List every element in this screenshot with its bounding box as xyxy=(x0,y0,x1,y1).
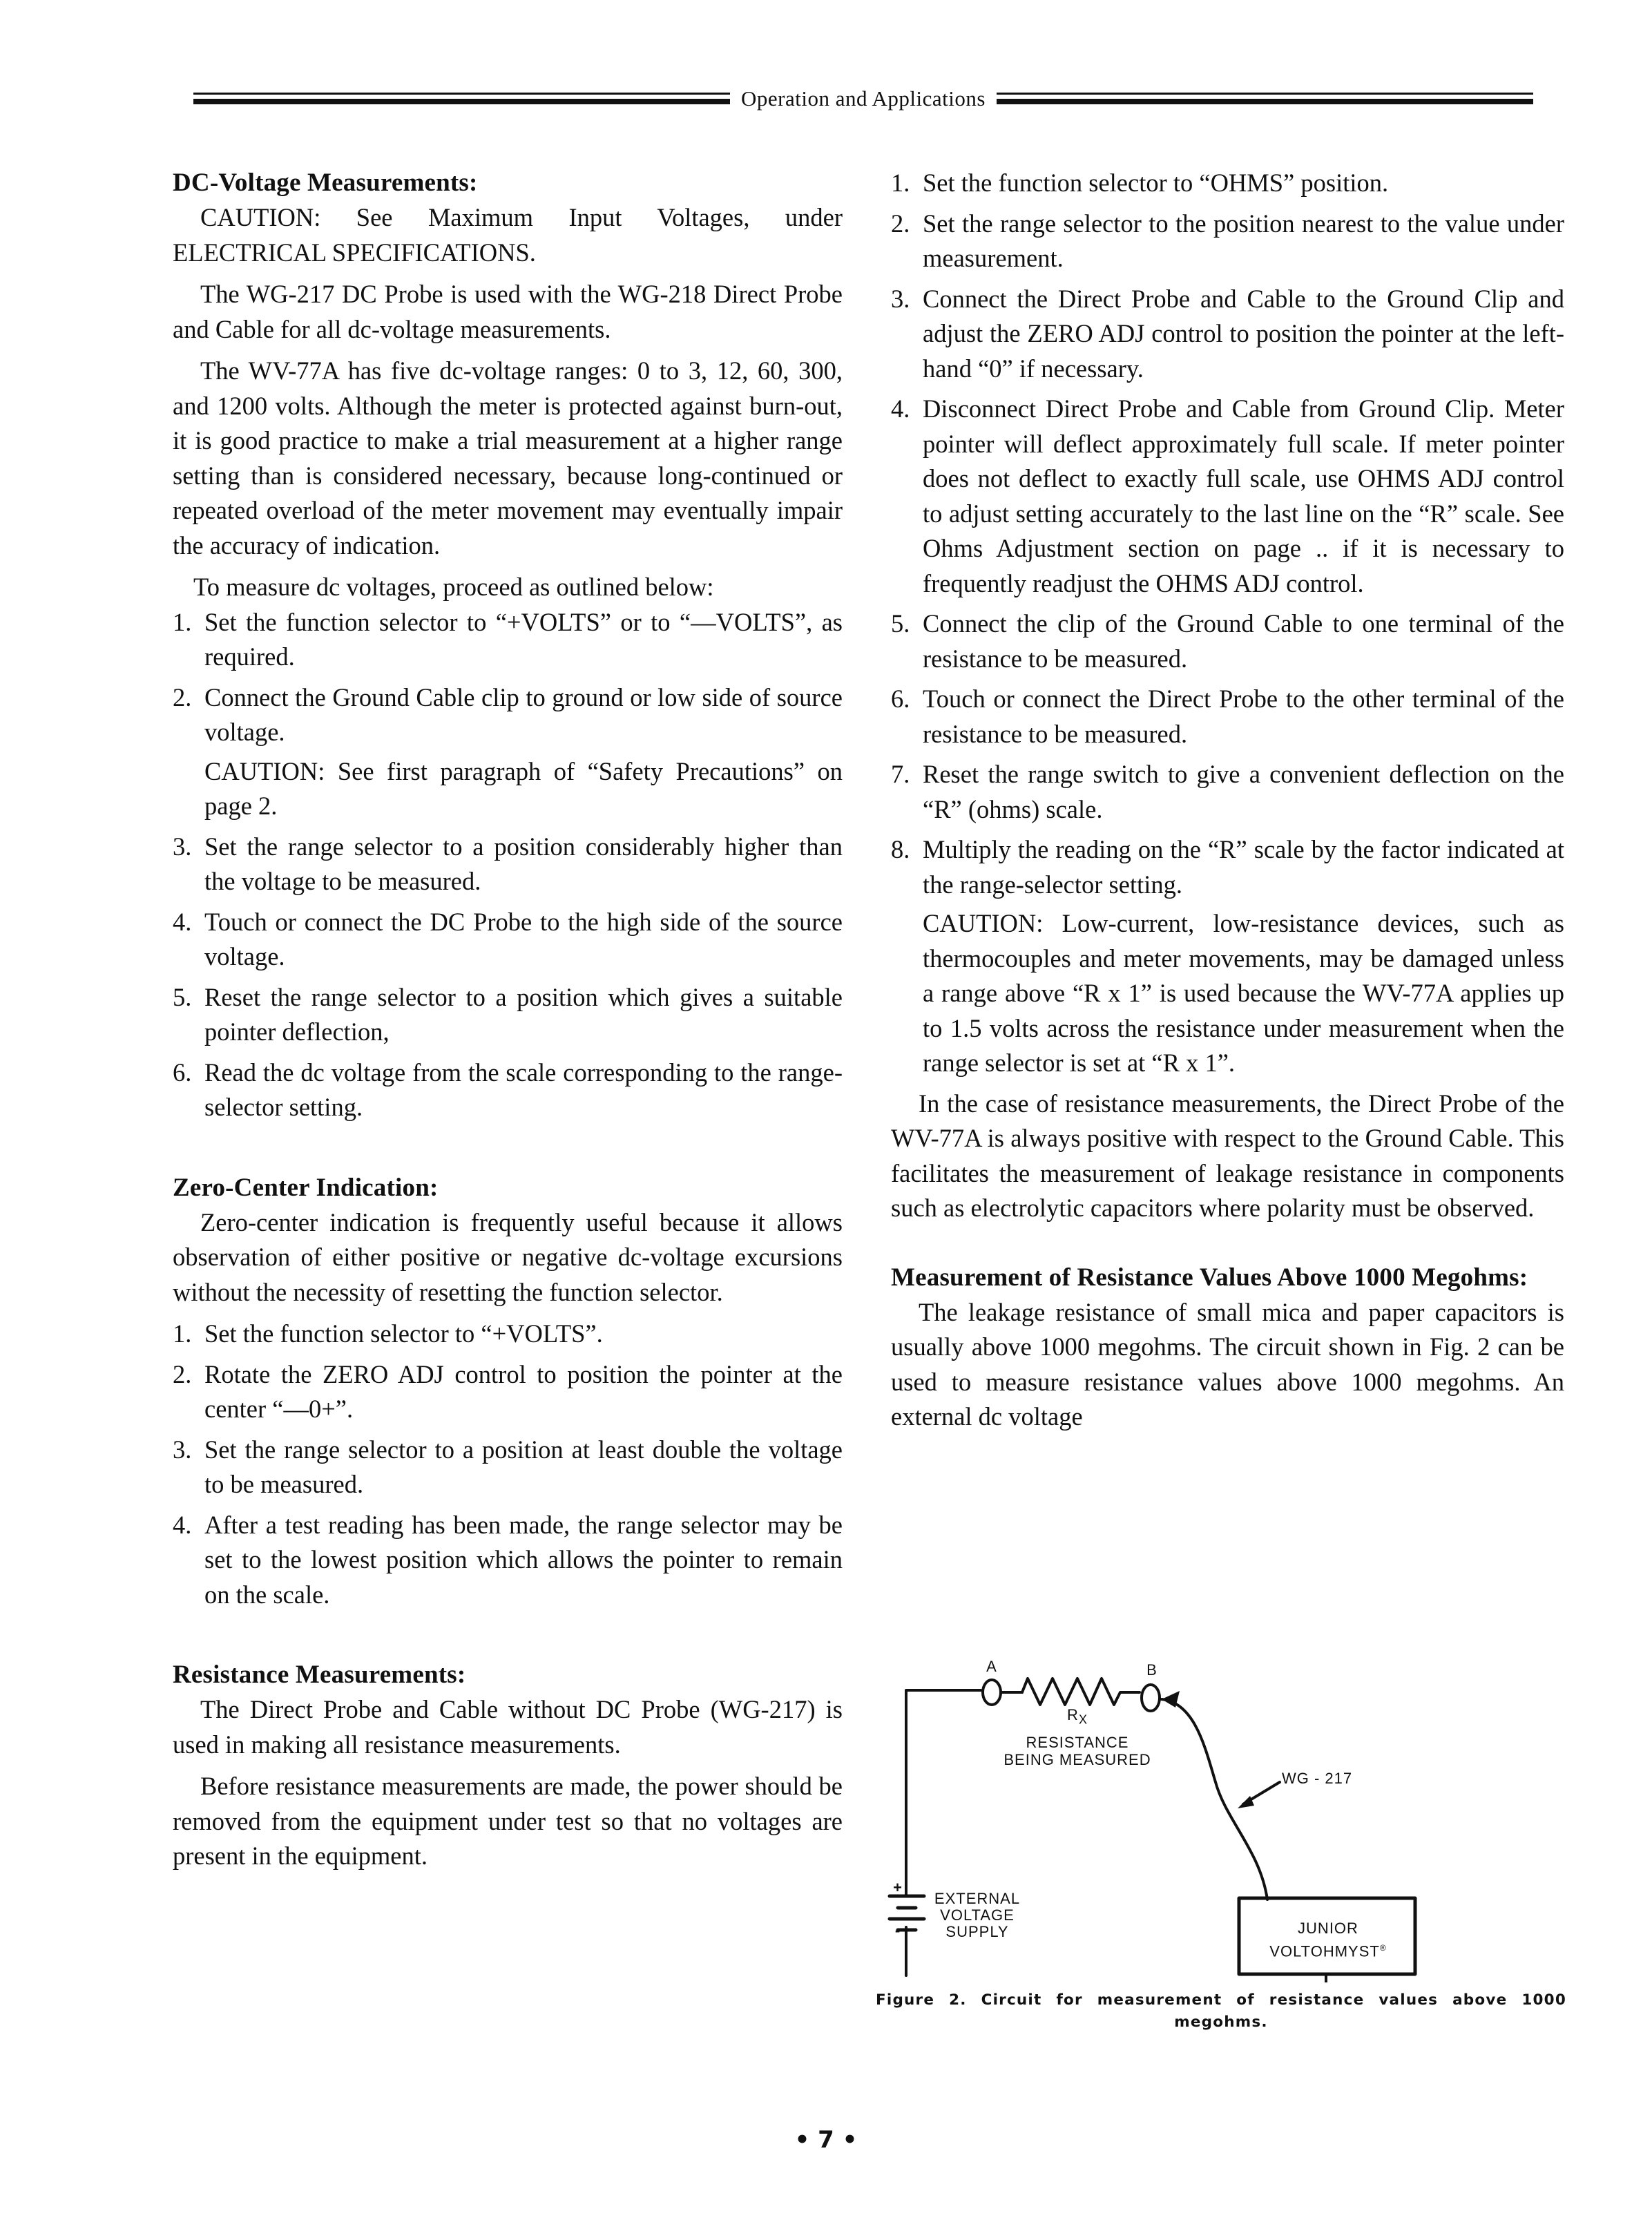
step-text: Touch or connect the DC Probe to the high side of the source voltage. xyxy=(204,907,843,970)
step-text: Set the range selector to the position nearest to the value under measurement. xyxy=(923,209,1564,272)
paragraph: In the case of resistance measurements, the Direct Probe of the WV-77A is always positive with respect to the Ground Cable. This facilitates the measurement of leakage resistance in components such as electrolytic capacitors where polarity must be observed. xyxy=(891,1089,1564,1222)
paragraph: The WV-77A has five dc-voltage ranges: 0 to 3, 12, 60, 300, and 1200 volts. Although the meter is protected against burn-out, it is good practice to make a trial measurement at a higher range setting than is considered necessary, because long-continued or repeated overload of the meter movement may eventually impair the accuracy of indication. xyxy=(173,356,843,560)
node-b-label: B xyxy=(1146,1661,1158,1678)
step-text: Touch or connect the Direct Probe to the other terminal of the resistance to be measured. xyxy=(923,685,1564,748)
section-heading: Resistance Measurements: xyxy=(173,1661,466,1689)
step-number: 6. xyxy=(891,685,910,713)
step-number: 4. xyxy=(173,907,192,936)
running-header xyxy=(193,82,1533,116)
list-item xyxy=(173,1317,843,1352)
list-item xyxy=(891,682,1564,752)
rx-label-line: BEING MEASURED xyxy=(1003,1751,1151,1768)
step-number: 8. xyxy=(891,835,910,863)
paragraph: The WG-217 DC Probe is used with the WG-218 Direct Probe and Cable for all dc-voltage measurements. xyxy=(173,280,843,343)
list-item xyxy=(891,392,1564,601)
supply-plus-label: + xyxy=(893,1879,903,1896)
list-item xyxy=(891,832,1564,1081)
list-item xyxy=(173,830,843,899)
step-text: Set the function selector to “+VOLTS” or to “—VOLTS”, as required. xyxy=(204,607,843,671)
intro-text: To measure dc voltages, proceed as outlined below: xyxy=(193,573,714,601)
node-a-label: A xyxy=(986,1658,997,1675)
running-title: Operation and Applications xyxy=(741,86,986,111)
dc-voltage-steps xyxy=(173,605,843,1125)
rx-letter: R xyxy=(1067,1706,1079,1723)
section-heading: Zero-Center Indication: xyxy=(173,1173,439,1202)
step-text: Set the range selector to a position at least double the voltage to be measured. xyxy=(204,1435,843,1498)
header-rule-left xyxy=(193,91,730,106)
list-item xyxy=(173,1357,843,1427)
left-column xyxy=(173,166,843,1881)
step-number: 4. xyxy=(891,394,910,423)
paragraph: The Direct Probe and Cable without DC Probe (WG-217) is used in making all resistance measurements. xyxy=(173,1695,843,1759)
step-number: 5. xyxy=(173,982,192,1011)
step-number: 6. xyxy=(173,1058,192,1087)
section-heading: DC-Voltage Measurements: xyxy=(173,169,478,197)
step-text: Disconnect Direct Probe and Cable from Ground Clip. Meter pointer will deflect approximately full scale. If meter pointer does not deflect to exactly full scale, use OHMS ADJ control to adjust setting accurately to the last line on the “R” scale. See Ohms Adjustment section on page .. if it is necessary to frequently readjust the OHMS ADJ control. xyxy=(923,394,1564,597)
page-number: • 7 • xyxy=(794,2126,858,2154)
list-item xyxy=(891,282,1564,387)
step-text: Reset the range selector to a position which gives a suitable pointer deflection, xyxy=(204,982,843,1046)
step-number: 2. xyxy=(173,682,192,711)
step-number: 5. xyxy=(891,609,910,638)
step-number: 3. xyxy=(173,1435,192,1464)
meter-label-line: VOLTOHMYST xyxy=(1269,1942,1380,1960)
step-text: Reset the range switch to give a convenient deflection on the “R” (ohms) scale. xyxy=(923,760,1564,823)
rx-label xyxy=(995,1734,1160,1768)
list-item xyxy=(173,1055,843,1125)
list-item xyxy=(173,605,843,675)
section-resistance xyxy=(173,1658,843,1874)
list-item xyxy=(173,980,843,1050)
step-text: Connect the Direct Probe and Cable to the Ground Clip and adjust the ZERO ADJ control to position the pointer at the left-hand “0” if necessary. xyxy=(923,284,1564,383)
figure-caption: Figure 2. Circuit for measurement of resistance values above 1000 megohms. xyxy=(876,1991,1566,2031)
step-text: Connect the Ground Cable clip to ground or low side of source voltage. xyxy=(204,682,843,746)
step-text: Connect the clip of the Ground Cable to one terminal of the resistance to be measured. xyxy=(923,609,1564,673)
step-text: Set the function selector to “+VOLTS”. xyxy=(204,1319,603,1348)
step-text: Rotate the ZERO ADJ control to position the pointer at the center “—0+”. xyxy=(204,1359,843,1423)
zero-center-steps xyxy=(173,1317,843,1612)
list-item xyxy=(173,905,843,975)
step-text: After a test reading has been made, the range selector may be set to the lowest position which allows the pointer to remain on the scale. xyxy=(204,1510,843,1609)
right-column xyxy=(891,166,1564,1442)
supply-label xyxy=(932,1891,1022,1940)
probe-label: WG - 217 xyxy=(1282,1770,1353,1787)
step-number: 2. xyxy=(173,1359,192,1388)
caution-text: CAUTION: See Maximum Input Voltages, under ELECTRICAL SPECIFICATIONS. xyxy=(173,203,843,267)
paragraph: Zero-center indication is frequently useful because it allows observation of either positive or negative dc-voltage excursions without the necessity of resetting the function selector. xyxy=(173,1207,843,1306)
step-number: 1. xyxy=(173,1319,192,1348)
registered-mark: ® xyxy=(1379,1943,1387,1953)
step-text: Multiply the reading on the “R” scale by the factor indicated at the range-selector setting. xyxy=(923,835,1564,899)
figure-spacer xyxy=(877,1976,1568,1982)
section-zero-center xyxy=(173,1171,843,1613)
paragraph: Before resistance measurements are made, the power should be removed from the equipment under test so that no voltages are present in the equipment. xyxy=(173,1772,843,1870)
meter-label-line: JUNIOR xyxy=(1298,1920,1358,1937)
supply-label-line: SUPPLY xyxy=(945,1923,1009,1940)
step-caution: CAUTION: Low-current, low-resistance devices, such as thermocouples and meter movements, may be damaged unless a range above “R x 1” is used because the WV-77A applies up to 1.5 volts across the resistance under measurement when the range selector is set at “R x 1”. xyxy=(923,909,1564,1077)
step-text: Read the dc voltage from the scale corresponding to the range-selector setting. xyxy=(204,1058,843,1121)
step-number: 3. xyxy=(173,832,192,861)
list-item xyxy=(891,166,1564,201)
step-number: 1. xyxy=(891,169,910,197)
rx-label-line: RESISTANCE xyxy=(1026,1734,1129,1751)
supply-label-line: EXTERNAL xyxy=(934,1890,1021,1907)
header-rule-right xyxy=(997,91,1533,106)
wire-supply-to-a xyxy=(906,1690,981,1895)
circuit-figure xyxy=(877,1623,1568,1982)
step-number: 1. xyxy=(173,607,192,636)
step-number: 2. xyxy=(891,209,910,238)
supply-minus-label: - xyxy=(894,1922,901,1939)
supply-label-line: VOLTAGE xyxy=(940,1906,1015,1924)
list-item xyxy=(173,1433,843,1502)
section-above-1000-megohms xyxy=(891,1261,1564,1435)
rx-symbol xyxy=(1050,1706,1105,1728)
list-item xyxy=(891,606,1564,676)
resistance-steps xyxy=(891,166,1564,1081)
step-caution: CAUTION: See first paragraph of “Safety Precautions” on page 2. xyxy=(204,756,843,820)
section-dc-voltage xyxy=(173,166,843,1125)
meter-label xyxy=(1242,1919,1414,1961)
step-text: Set the range selector to a position considerably higher than the voltage to be measured. xyxy=(204,832,843,895)
node-b-icon xyxy=(1142,1685,1160,1711)
list-item xyxy=(891,207,1564,276)
step-text: Set the function selector to “OHMS” position. xyxy=(923,169,1389,197)
resistor-icon xyxy=(1022,1678,1140,1705)
list-item xyxy=(173,680,843,824)
rx-subscript: X xyxy=(1078,1712,1088,1727)
paragraph: The leakage resistance of small mica and paper capacitors is usually above 1000 megohms. The circuit shown in Fig. 2 can be used to measure resistance values above 1000 megohms. An external dc voltage xyxy=(891,1297,1564,1431)
list-item xyxy=(891,757,1564,827)
section-heading: Measurement of Resistance Values Above 1000 Megohms: xyxy=(891,1263,1528,1292)
step-number: 3. xyxy=(891,284,910,313)
node-a-icon xyxy=(983,1680,1001,1705)
step-number: 4. xyxy=(173,1510,192,1539)
step-number: 7. xyxy=(891,760,910,788)
list-item xyxy=(173,1508,843,1613)
